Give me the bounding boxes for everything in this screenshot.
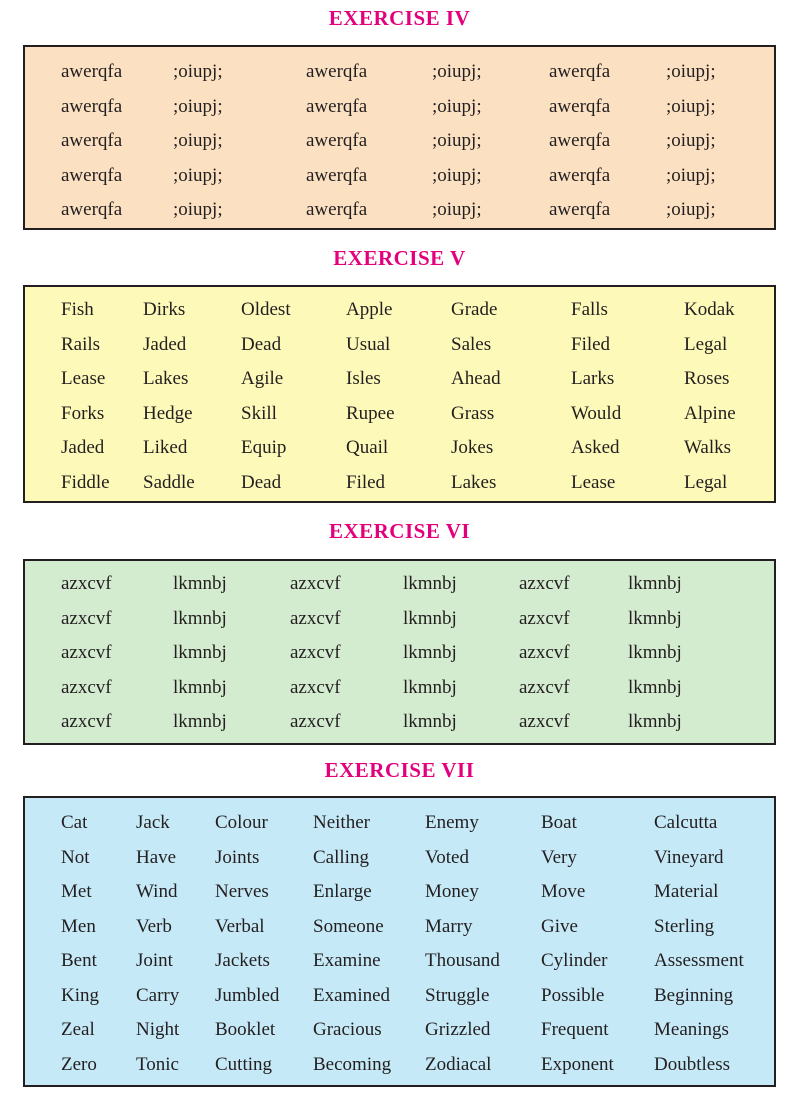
exercise-4-title: EXERCISE IV (328, 6, 471, 30)
exercise-5-word: Lakes (451, 471, 497, 493)
exercise-7-word: Joints (215, 846, 260, 868)
exercise-5-word: Rails (61, 333, 101, 355)
exercise-7-word: Verbal (215, 915, 265, 937)
exercise-5-word: Walks (684, 437, 732, 458)
exercise-7-word-grid (25, 798, 774, 1085)
exercise-6-word: azxcvf (290, 642, 341, 663)
exercise-6-word: lkmnbj (628, 676, 682, 698)
exercise-7-word: Enemy (425, 812, 479, 833)
exercise-7-word: Enlarge (313, 881, 372, 902)
exercise-7-word: Move (541, 881, 586, 902)
exercise-5-word: Larks (571, 368, 615, 389)
exercise-4-word: awerqfa (61, 61, 123, 82)
exercise-7-word: Men (61, 915, 96, 937)
exercise-5-word: Hedge (143, 402, 193, 424)
exercise-4-word: awerqfa (306, 199, 368, 220)
exercise-4-word: awerqfa (306, 95, 368, 117)
exercise-6-word: azxcvf (519, 573, 570, 594)
exercise-5-word: Legal (684, 471, 728, 493)
exercise-7-word: King (61, 984, 99, 1006)
exercise-7-word: Calling (313, 846, 369, 868)
exercise-5-word: Saddle (143, 471, 195, 493)
exercise-7-word: Night (136, 1019, 180, 1040)
exercise-5-word: Usual (346, 333, 391, 355)
exercise-5-word: Skill (241, 402, 277, 424)
exercise-4-word: awerqfa (306, 164, 368, 186)
exercise-4-word: ;oiupj; (432, 95, 482, 117)
exercise-5-word: Filed (346, 471, 386, 493)
exercise-7-title: EXERCISE VII (324, 758, 475, 782)
exercise-5-word: Kodak (684, 299, 735, 320)
exercise-7-word: Meanings (654, 1019, 729, 1040)
exercise-4-word: ;oiupj; (666, 199, 716, 220)
exercise-4-word: ;oiupj; (666, 95, 716, 117)
exercise-7-word: Not (61, 846, 90, 868)
exercise-6-word: lkmnbj (628, 711, 682, 732)
exercise-5-word-grid (25, 287, 774, 501)
exercise-5-word: Jokes (451, 437, 494, 458)
exercise-4-word: ;oiupj; (666, 61, 716, 82)
exercise-4-word: awerqfa (61, 130, 123, 151)
exercise-6-word: lkmnbj (403, 607, 457, 629)
exercise-6-word: azxcvf (290, 711, 341, 732)
exercise-7-word: Sterling (654, 915, 715, 937)
exercise-6-word: azxcvf (519, 711, 570, 732)
exercise-7-word: Met (61, 881, 92, 902)
exercise-6-word: azxcvf (519, 676, 570, 698)
exercise-7-word: Give (541, 915, 578, 937)
exercise-4-word-grid (25, 47, 774, 228)
exercise-6-word: lkmnbj (403, 676, 457, 698)
exercise-7-word: Doubtless (654, 1053, 730, 1075)
exercise-7-word: Colour (215, 812, 268, 833)
exercise-6-word: azxcvf (290, 573, 341, 594)
exercise-5-word: Dirks (143, 299, 186, 320)
exercise-7-word: Boat (541, 812, 577, 833)
exercise-5-word: Lakes (143, 368, 189, 389)
exercise-4-word: awerqfa (549, 164, 611, 186)
exercise-6-word: lkmnbj (173, 607, 227, 629)
exercise-7-word: Have (136, 846, 177, 868)
exercise-4-word: awerqfa (549, 95, 611, 117)
exercise-7-box (23, 796, 776, 1087)
exercise-7-word: Thousand (425, 950, 500, 971)
exercise-5-word: Ahead (451, 368, 501, 389)
exercise-6-word-grid (25, 561, 774, 743)
exercise-6-word: azxcvf (61, 642, 112, 663)
exercise-4-word: ;oiupj; (173, 164, 223, 186)
exercise-5-word: Isles (346, 368, 381, 389)
exercise-6-word: lkmnbj (173, 711, 227, 732)
exercise-4-word: ;oiupj; (173, 61, 223, 82)
exercise-7-word: Voted (425, 846, 469, 868)
exercise-7-word: Zero (61, 1053, 97, 1075)
exercise-7-word: Tonic (136, 1053, 179, 1075)
exercise-7-word: Jackets (215, 950, 270, 971)
exercise-4-word: ;oiupj; (173, 95, 223, 117)
exercise-6-word: lkmnbj (628, 573, 682, 594)
exercise-7-word: Exponent (541, 1053, 614, 1075)
exercise-5-word: Agile (241, 368, 284, 389)
exercise-4-word: ;oiupj; (432, 199, 482, 220)
exercise-6-word: azxcvf (290, 676, 341, 698)
exercise-6-box (23, 559, 776, 745)
exercise-4-word: awerqfa (549, 61, 611, 82)
exercise-4-word: awerqfa (549, 130, 611, 151)
exercise-5-word: Equip (241, 437, 287, 458)
exercise-7-word: Examine (313, 950, 381, 971)
exercise-5-word: Quail (346, 437, 389, 458)
exercise-4-word: ;oiupj; (666, 164, 716, 186)
exercise-4-word: awerqfa (61, 95, 123, 117)
exercise-6-word: lkmnbj (173, 642, 227, 663)
exercise-7-word: Someone (313, 915, 384, 937)
exercise-7-word: Assessment (654, 950, 744, 971)
exercise-5-word: Rupee (346, 402, 395, 424)
exercise-7-word: Very (541, 846, 577, 868)
exercise-6-word: azxcvf (290, 607, 341, 629)
exercise-5-word: Filed (571, 333, 611, 355)
exercise-5-word: Roses (684, 368, 730, 389)
exercise-5-word: Liked (143, 437, 188, 458)
exercise-7-word: Carry (136, 984, 180, 1006)
exercise-6-word: lkmnbj (628, 607, 682, 629)
exercise-4-word: ;oiupj; (173, 130, 223, 151)
exercise-5-word: Asked (571, 437, 620, 458)
exercise-4-word: ;oiupj; (666, 130, 716, 151)
exercise-5-word: Lease (61, 368, 106, 389)
exercise-6-word: lkmnbj (173, 676, 227, 698)
exercise-4-word: awerqfa (61, 199, 123, 220)
exercise-6-word: azxcvf (519, 642, 570, 663)
exercise-7-word: Money (425, 881, 479, 902)
exercise-7-word: Cat (61, 812, 88, 833)
exercise-6-word: lkmnbj (628, 642, 682, 663)
exercise-7-word: Struggle (425, 984, 490, 1006)
exercise-7-word: Zodiacal (425, 1053, 492, 1075)
exercise-7-word: Beginning (654, 984, 734, 1006)
exercise-7-word: Vineyard (654, 846, 724, 868)
exercise-5-word: Grade (451, 299, 498, 320)
exercise-5-word: Apple (346, 299, 393, 320)
exercise-6-word: lkmnbj (403, 711, 457, 732)
exercise-5-word: Fish (61, 299, 94, 320)
exercise-4-word: ;oiupj; (432, 130, 482, 151)
exercise-5-word: Dead (241, 333, 282, 355)
exercise-5-word: Jaded (143, 333, 187, 355)
exercise-7-word: Zeal (61, 1019, 95, 1040)
exercise-7-word: Bent (61, 950, 97, 971)
exercise-7-word: Cylinder (541, 950, 608, 971)
exercise-7-word: Jack (136, 812, 170, 833)
exercise-4-word: awerqfa (61, 164, 123, 186)
exercise-6-word: lkmnbj (403, 573, 457, 594)
exercise-7-word: Joint (136, 950, 173, 971)
exercise-5-word: Jaded (61, 437, 105, 458)
exercise-6-word: azxcvf (61, 607, 112, 629)
exercise-7-word: Possible (541, 984, 605, 1006)
exercise-4-word: ;oiupj; (432, 61, 482, 82)
exercise-5-box (23, 285, 776, 503)
exercise-5-word: Alpine (684, 402, 736, 424)
exercise-6-title: EXERCISE VI (328, 519, 471, 543)
exercise-5-word: Dead (241, 471, 282, 493)
exercise-6-word: azxcvf (61, 676, 112, 698)
exercise-6-word: lkmnbj (173, 573, 227, 594)
exercise-4-word: ;oiupj; (173, 199, 223, 220)
exercise-7-word: Calcutta (654, 812, 718, 833)
exercise-5-word: Would (571, 402, 622, 424)
exercise-7-word: Booklet (215, 1019, 276, 1040)
exercise-7-word: Gracious (313, 1019, 382, 1040)
exercise-7-word: Neither (313, 812, 370, 833)
exercise-4-word: awerqfa (306, 61, 368, 82)
exercise-7-word: Jumbled (215, 984, 280, 1006)
exercise-7-word: Material (654, 881, 719, 902)
exercise-7-word: Nerves (215, 881, 269, 902)
exercise-5-word: Forks (61, 402, 105, 424)
exercise-4-box (23, 45, 776, 230)
exercise-7-word: Becoming (313, 1053, 392, 1075)
exercise-5-word: Fiddle (61, 471, 110, 493)
exercise-5-word: Sales (451, 333, 492, 355)
exercise-6-word: lkmnbj (403, 642, 457, 663)
exercise-7-word: Examined (313, 984, 391, 1006)
exercise-7-word: Wind (136, 881, 178, 902)
exercise-7-word: Marry (425, 915, 473, 937)
exercise-7-word: Frequent (541, 1019, 609, 1040)
exercise-4-word: awerqfa (306, 130, 368, 151)
exercise-4-word: awerqfa (549, 199, 611, 220)
exercise-5-title: EXERCISE V (333, 246, 466, 270)
exercise-5-word: Lease (571, 471, 616, 493)
exercise-5-word: Falls (571, 299, 608, 320)
exercise-5-word: Grass (451, 402, 495, 424)
exercise-7-word: Grizzled (425, 1019, 491, 1040)
exercise-6-word: azxcvf (519, 607, 570, 629)
exercise-5-word: Oldest (241, 299, 291, 320)
exercise-7-word: Verb (136, 915, 172, 937)
exercise-4-word: ;oiupj; (432, 164, 482, 186)
exercise-6-word: azxcvf (61, 711, 112, 732)
exercise-7-word: Cutting (215, 1053, 273, 1075)
exercise-5-word: Legal (684, 333, 728, 355)
exercise-6-word: azxcvf (61, 573, 112, 594)
